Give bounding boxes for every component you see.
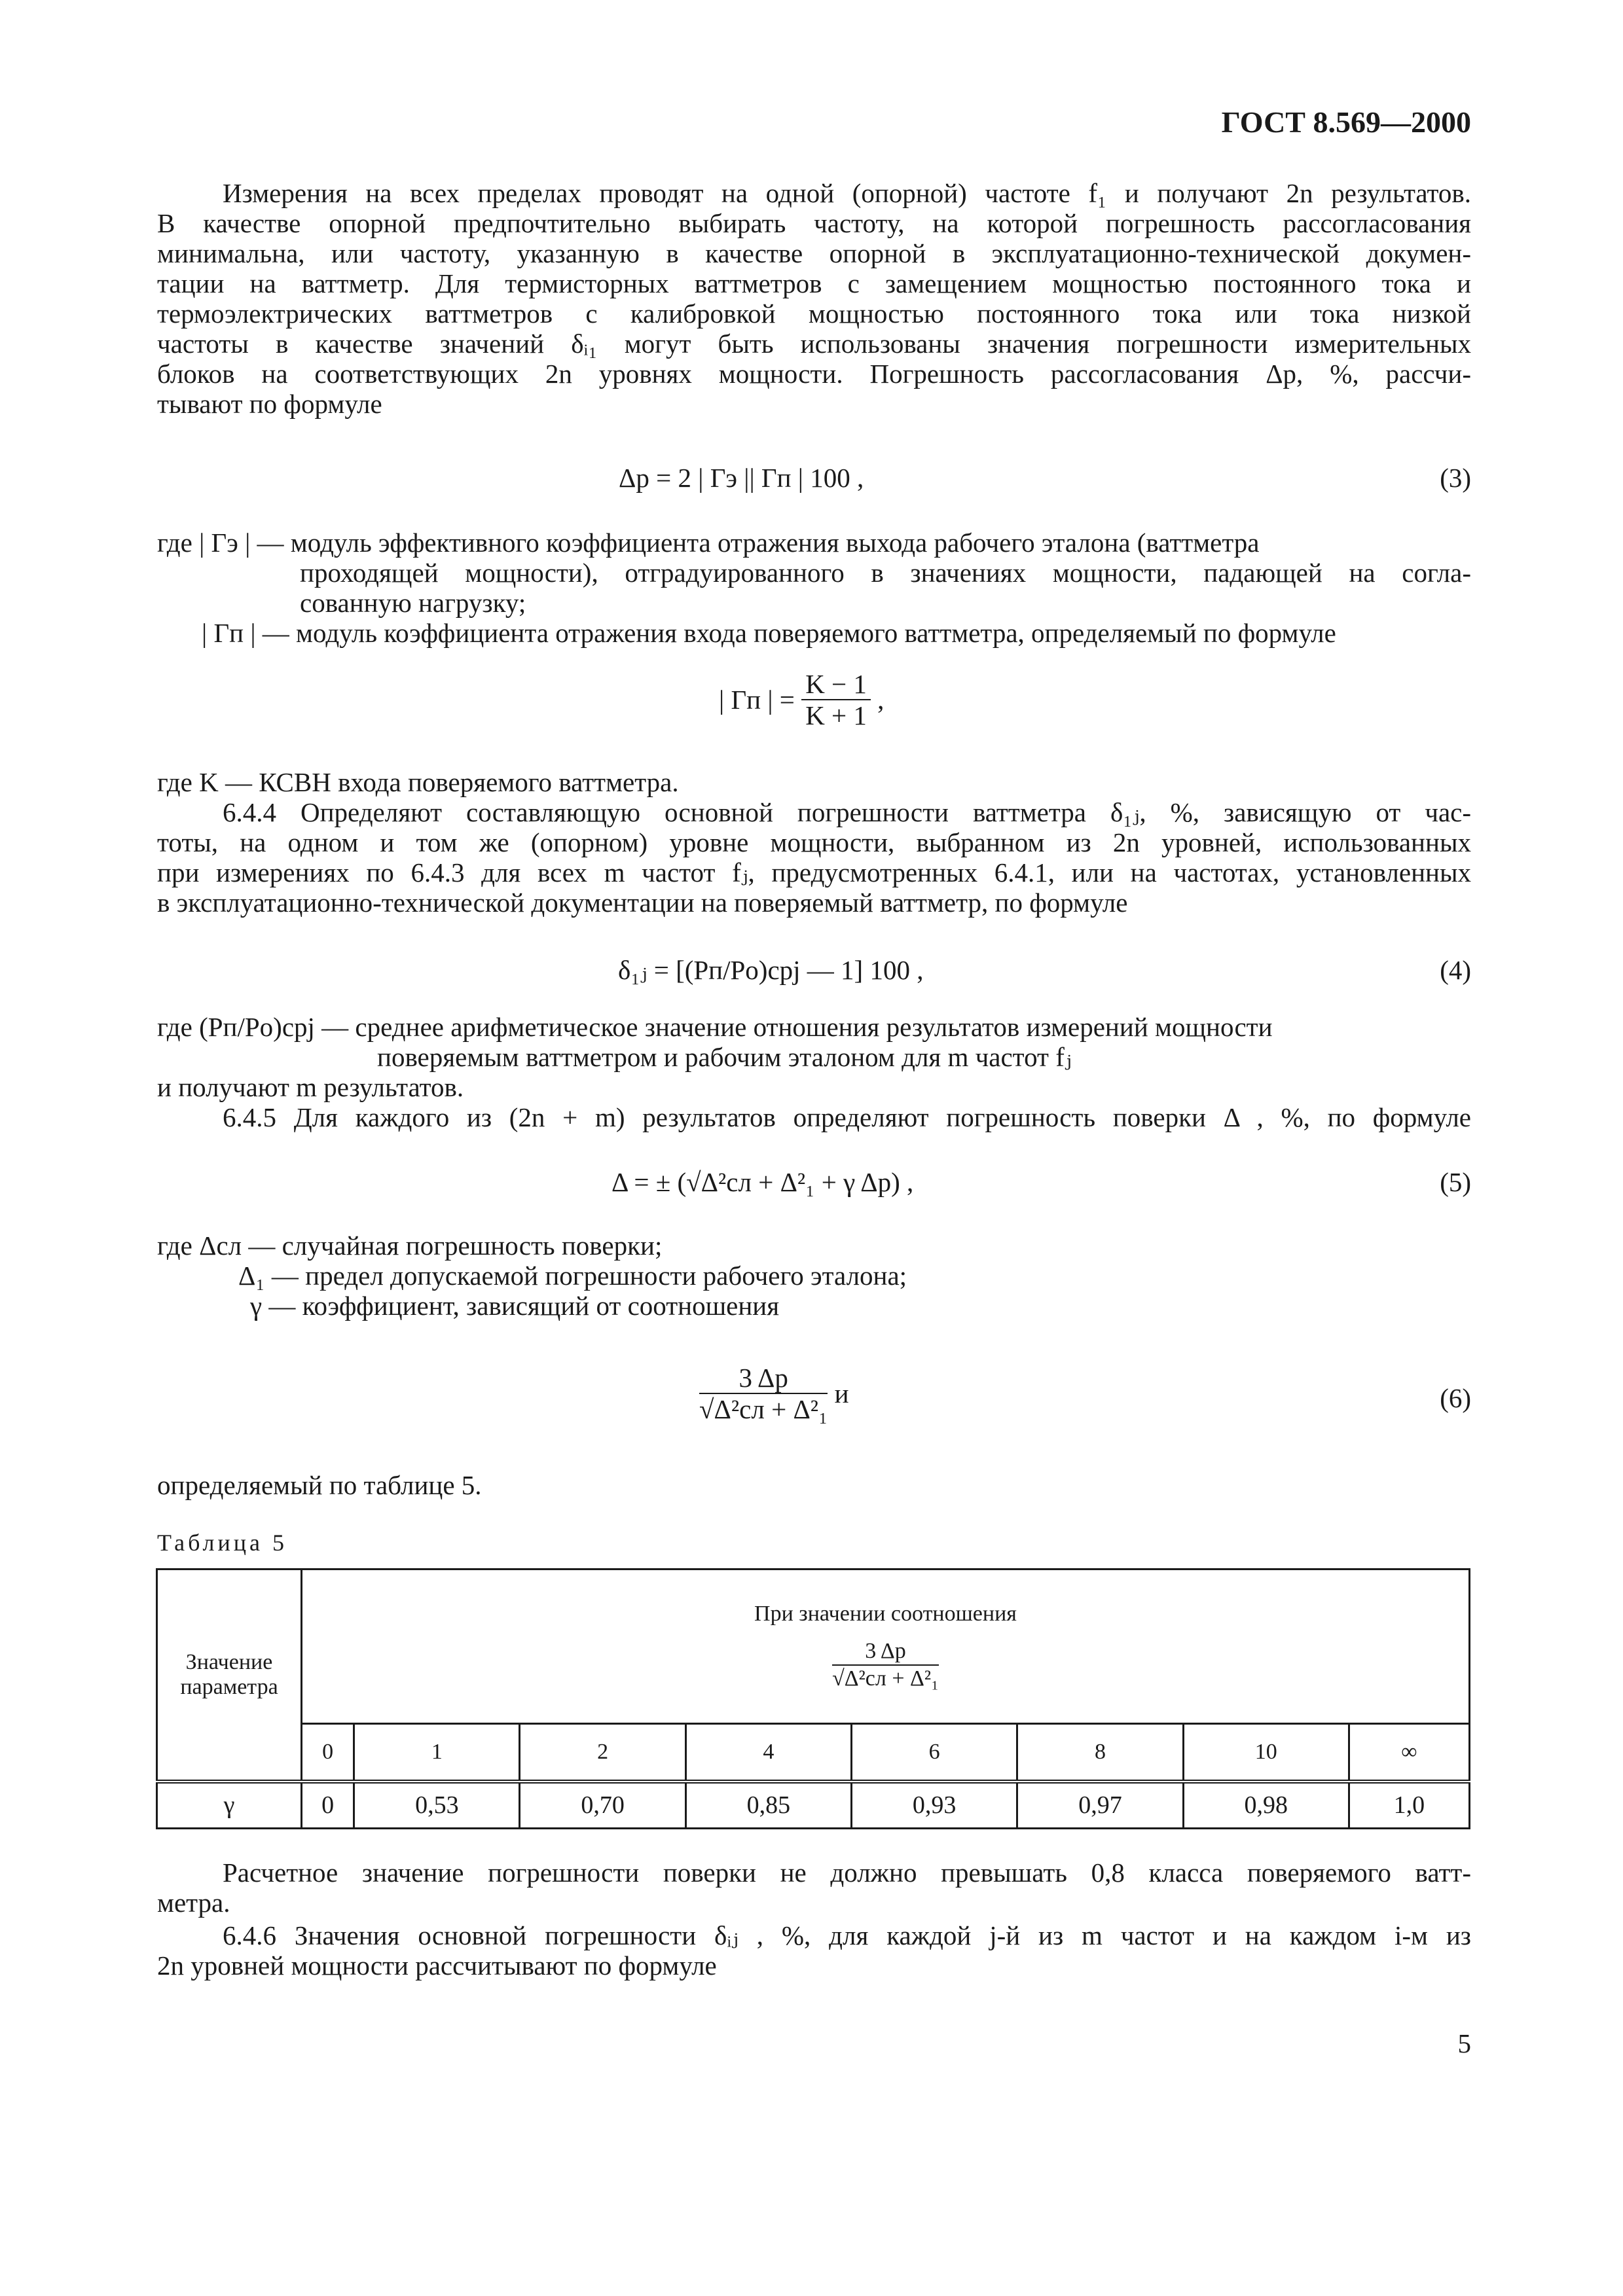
text-line: | Гп | — модуль коэффициента отражения входа поверяемого ваттметра, определяемый по формуле	[202, 618, 1336, 648]
table-cell: 0,85	[685, 1782, 851, 1829]
param-header-line: параметра	[180, 1674, 278, 1699]
where-k: где K — КСВН входа поверяемого ваттметра.	[157, 767, 679, 797]
formula-tail: ,	[877, 685, 884, 715]
table-col-header: 8	[1017, 1724, 1183, 1782]
table-cell: 0,70	[520, 1782, 685, 1829]
text-line: Δ₁ — предел допускаемой погрешности рабочего эталона;	[238, 1261, 907, 1291]
document-header: ГОСТ 8.569—2000	[1221, 105, 1471, 139]
table-row-label: γ	[157, 1782, 302, 1829]
where-block-3	[157, 528, 1471, 648]
fraction-numerator: K − 1	[801, 669, 871, 700]
group-header: При значении соотношения	[754, 1601, 1017, 1626]
paragraph-measurements	[157, 178, 1471, 419]
table-cell: 0	[302, 1782, 354, 1829]
fraction	[699, 1363, 828, 1424]
where-block-4	[157, 1012, 1471, 1102]
table-header-row	[157, 1570, 1470, 1724]
text-line: в эксплуатационно-технической документации на поверяемый ваттметр, по формуле	[157, 888, 1128, 918]
param-header-cell	[157, 1570, 302, 1782]
table-row	[157, 1782, 1470, 1829]
formula-3: Δр = 2 | Гэ || Гп | 100 ,	[619, 463, 864, 493]
text-line: где (Pп/Pо)срj — среднее арифметическое значение отношения результатов измерений мощности	[157, 1012, 1273, 1042]
table-col-header: 2	[520, 1724, 685, 1782]
fraction	[801, 669, 871, 730]
equation-number-5: (5)	[1440, 1167, 1471, 1197]
text-line: и получают m результатов.	[157, 1072, 464, 1102]
text-line: Измерения на всех пределах проводят на одной (опорной) частоте f₁ и получают 2n результатов.	[223, 178, 1471, 208]
formula-4: δ₁ⱼ = [(Pп/Pо)срj — 1] 100 ,	[618, 955, 924, 985]
paragraph-6-4-6	[157, 1920, 1471, 1981]
paragraph-calculated	[157, 1857, 1471, 1918]
equation-number-4: (4)	[1440, 955, 1471, 985]
table-cell: 0,97	[1017, 1782, 1183, 1829]
ratio-fraction	[832, 1638, 939, 1692]
text-line: 2n уровней мощности рассчитывают по формуле	[157, 1950, 717, 1981]
paragraph-6-4-4	[157, 797, 1471, 918]
text-line: где Δсл — случайная погрешность поверки;	[157, 1230, 663, 1261]
text-line: Расчетное значение погрешности поверки не должно превышать 0,8 класса поверяемого ватт-	[223, 1857, 1471, 1888]
table-col-header: 10	[1183, 1724, 1349, 1782]
text-line: поверяемым ваттметром и рабочим эталоном для m частот fⱼ	[377, 1042, 1072, 1072]
text-line: при измерениях по 6.4.3 для всех m частот fⱼ, предусмотренных 6.4.1, или на частотах, установленных	[157, 857, 1471, 888]
text-line: тации на ваттметр. Для термисторных ваттметров с замещением мощностью постоянного тока и	[157, 268, 1471, 298]
table-col-header: 0	[302, 1724, 354, 1782]
equation-number-6: (6)	[1440, 1383, 1471, 1413]
text-line: γ — коэффициент, зависящий от соотношения	[250, 1291, 780, 1321]
text-line: 6.4.6 Значения основной погрешности δᵢⱼ , %, для каждой j-й из m частот и на каждом i-м из	[223, 1920, 1471, 1950]
formula-lhs: | Гп | =	[719, 685, 795, 715]
table-caption: Таблица 5	[157, 1530, 287, 1556]
table-cell: 0,93	[852, 1782, 1017, 1829]
text-line: В качестве опорной предпочтительно выбирать частоту, на которой погрешность рассогласования	[157, 208, 1471, 238]
fraction-denominator: K + 1	[805, 700, 867, 730]
page-number: 5	[1457, 2028, 1471, 2058]
text-line: 6.4.4 Определяют составляющую основной погрешности ваттметра δ₁ⱼ, %, зависящую от час-	[223, 797, 1471, 827]
group-header-cell	[302, 1570, 1470, 1724]
text-line: блоков на соответствующих 2n уровнях мощности. Погрешность рассогласования Δр, %, рассчи-	[157, 359, 1471, 389]
fraction-denominator: √Δ²сл + Δ²₁	[699, 1394, 828, 1424]
table-col-header: ∞	[1349, 1724, 1469, 1782]
table-5	[156, 1568, 1470, 1829]
formula-6	[699, 1363, 849, 1424]
equation-number-3: (3)	[1440, 463, 1471, 493]
formula-5: Δ = ± (√Δ²сл + Δ²₁ + γ Δр) ,	[611, 1167, 914, 1197]
by-table-text: определяемый по таблице 5.	[157, 1470, 482, 1500]
param-header-line: Значение	[185, 1649, 273, 1674]
ratio-numerator: 3 Δр	[832, 1638, 939, 1666]
table-cell: 0,98	[1183, 1782, 1349, 1829]
paragraph-6-4-5: 6.4.5 Для каждого из (2n + m) результатов определяют погрешность поверки Δ , %, по формуле	[223, 1102, 1471, 1132]
text-line: частоты в качестве значений δᵢ₁ могут быть использованы значения погрешности измерительных	[157, 329, 1471, 359]
text-line: термоэлектрических ваттметров с калибровкой мощностью постоянного тока или тока низкой	[157, 298, 1471, 329]
text-line: тоты, на одном и том же (опорном) уровне мощности, выбранном из 2n уровней, использованных	[157, 827, 1471, 857]
where-block-5	[157, 1230, 1471, 1321]
table-col-header: 4	[685, 1724, 851, 1782]
ratio-denominator: √Δ²сл + Δ²₁	[832, 1666, 939, 1691]
table-cell: 0,53	[354, 1782, 520, 1829]
text-line: тывают по формуле	[157, 389, 382, 419]
table-columns-row	[157, 1724, 1470, 1782]
table-col-header: 6	[852, 1724, 1017, 1782]
table-col-header: 1	[354, 1724, 520, 1782]
text-line: минимальна, или частоту, указанную в качестве опорной в эксплуатационно-технической докумен-	[157, 238, 1471, 268]
text-line: метра.	[157, 1888, 230, 1918]
fraction-numerator: 3 Δр	[699, 1363, 828, 1394]
text-line: сованную нагрузку;	[300, 588, 526, 618]
text-line: где | Гэ | — модуль эффективного коэффициента отражения выхода рабочего эталона (ваттметра	[157, 528, 1260, 558]
formula-reflection	[719, 669, 884, 730]
text-line: проходящей мощности), отградуированного в значениях мощности, падающей на согла-	[300, 558, 1471, 588]
table-cell: 1,0	[1349, 1782, 1469, 1829]
formula-tail: и	[834, 1378, 849, 1408]
